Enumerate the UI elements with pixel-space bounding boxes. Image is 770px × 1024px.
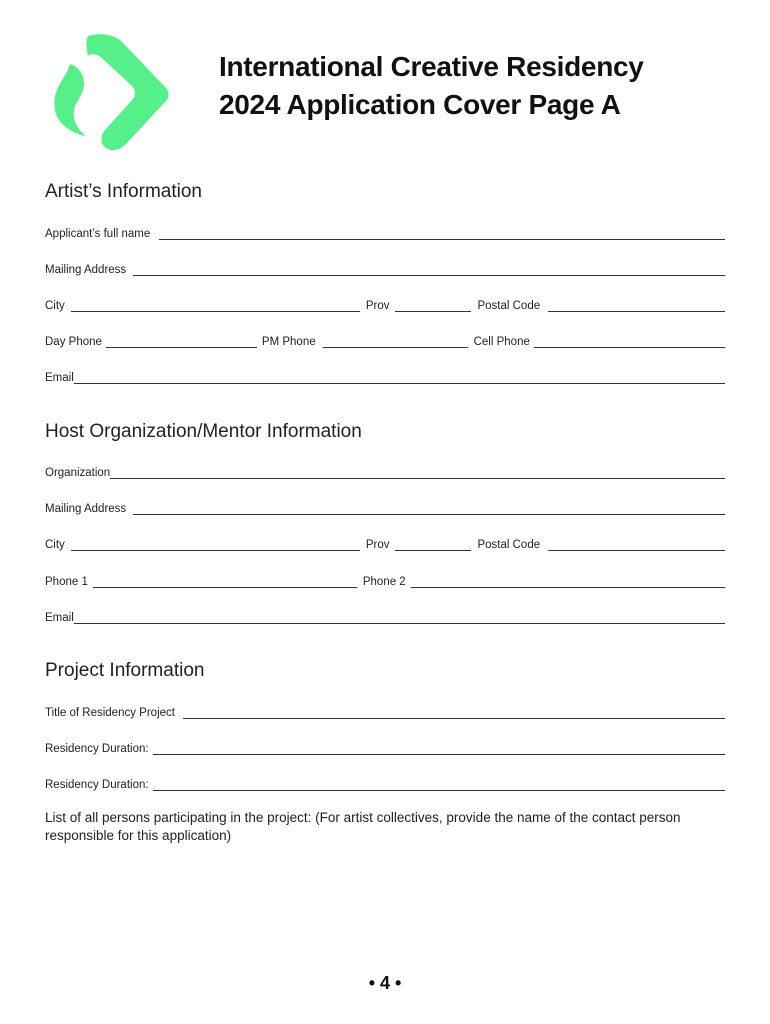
page-title <box>219 48 644 124</box>
host-section-heading: Host Organization/Mentor Information <box>45 421 362 442</box>
phone1-label: Phone 1 <box>45 576 88 588</box>
host-city-row <box>45 536 725 552</box>
artist-email-row <box>45 369 725 385</box>
duration-field-1[interactable] <box>153 742 725 755</box>
artist-mailing-label: Mailing Address <box>45 264 127 276</box>
phone1-field[interactable] <box>93 575 357 588</box>
applicant-name-field[interactable] <box>159 227 725 240</box>
project-title-field[interactable] <box>183 706 725 719</box>
duration-label-2: Residency Duration: <box>45 779 149 791</box>
host-email-label: Email <box>45 612 74 624</box>
artist-postal-field[interactable] <box>548 299 725 312</box>
artist-city-row <box>45 297 725 313</box>
host-city-field[interactable] <box>71 538 360 551</box>
artist-city-label: City <box>45 300 65 312</box>
organization-row <box>45 464 725 480</box>
host-prov-label: Prov <box>365 539 390 551</box>
artist-email-label: Email <box>45 372 74 384</box>
pm-phone-label: PM Phone <box>261 336 316 348</box>
cell-phone-label: Cell Phone <box>473 336 530 348</box>
host-phone-row <box>45 573 725 589</box>
host-prov-field[interactable] <box>395 538 471 551</box>
artist-section-heading: Artist’s Information <box>45 181 202 202</box>
host-postal-label: Postal Code <box>477 539 541 551</box>
artist-mailing-row <box>45 261 725 277</box>
project-title-row <box>45 704 725 720</box>
applicant-name-label: Applicant’s full name <box>45 228 151 240</box>
phone2-field[interactable] <box>411 575 725 588</box>
logo-icon <box>48 30 170 154</box>
duration-label-1: Residency Duration: <box>45 743 149 755</box>
pm-phone-field[interactable] <box>323 335 468 348</box>
host-email-field[interactable] <box>74 611 725 624</box>
artist-phone-row <box>45 333 725 349</box>
artist-prov-field[interactable] <box>395 299 471 312</box>
project-section-heading: Project Information <box>45 660 205 681</box>
host-mailing-row <box>45 500 725 516</box>
artist-mailing-field[interactable] <box>133 263 725 276</box>
page-number: • 4 • <box>368 973 402 993</box>
phone2-label: Phone 2 <box>362 576 406 588</box>
day-phone-field[interactable] <box>106 335 257 348</box>
day-phone-label: Day Phone <box>45 336 102 348</box>
organization-field[interactable] <box>110 466 725 479</box>
duration-row-1 <box>45 740 725 756</box>
host-email-row <box>45 609 725 625</box>
title-line-2: 2024 Application Cover Page A <box>219 89 621 120</box>
project-title-label: Title of Residency Project <box>45 707 175 719</box>
applicant-name-row <box>45 225 725 241</box>
participants-instruction: List of all persons participating in the project: (For artist collectives, provide the name of the contact person responsible for this application) <box>45 810 681 843</box>
host-mailing-label: Mailing Address <box>45 503 127 515</box>
host-city-label: City <box>45 539 65 551</box>
title-line-1: International Creative Residency <box>219 51 644 82</box>
organization-label: Organization <box>45 467 111 479</box>
duration-field-2[interactable] <box>153 778 725 791</box>
artist-prov-label: Prov <box>365 300 390 312</box>
cell-phone-field[interactable] <box>534 335 725 348</box>
artist-city-field[interactable] <box>71 299 360 312</box>
duration-row-2 <box>45 776 725 792</box>
artist-email-field[interactable] <box>74 371 725 384</box>
host-mailing-field[interactable] <box>133 502 725 515</box>
host-postal-field[interactable] <box>548 538 725 551</box>
artist-postal-label: Postal Code <box>477 300 541 312</box>
